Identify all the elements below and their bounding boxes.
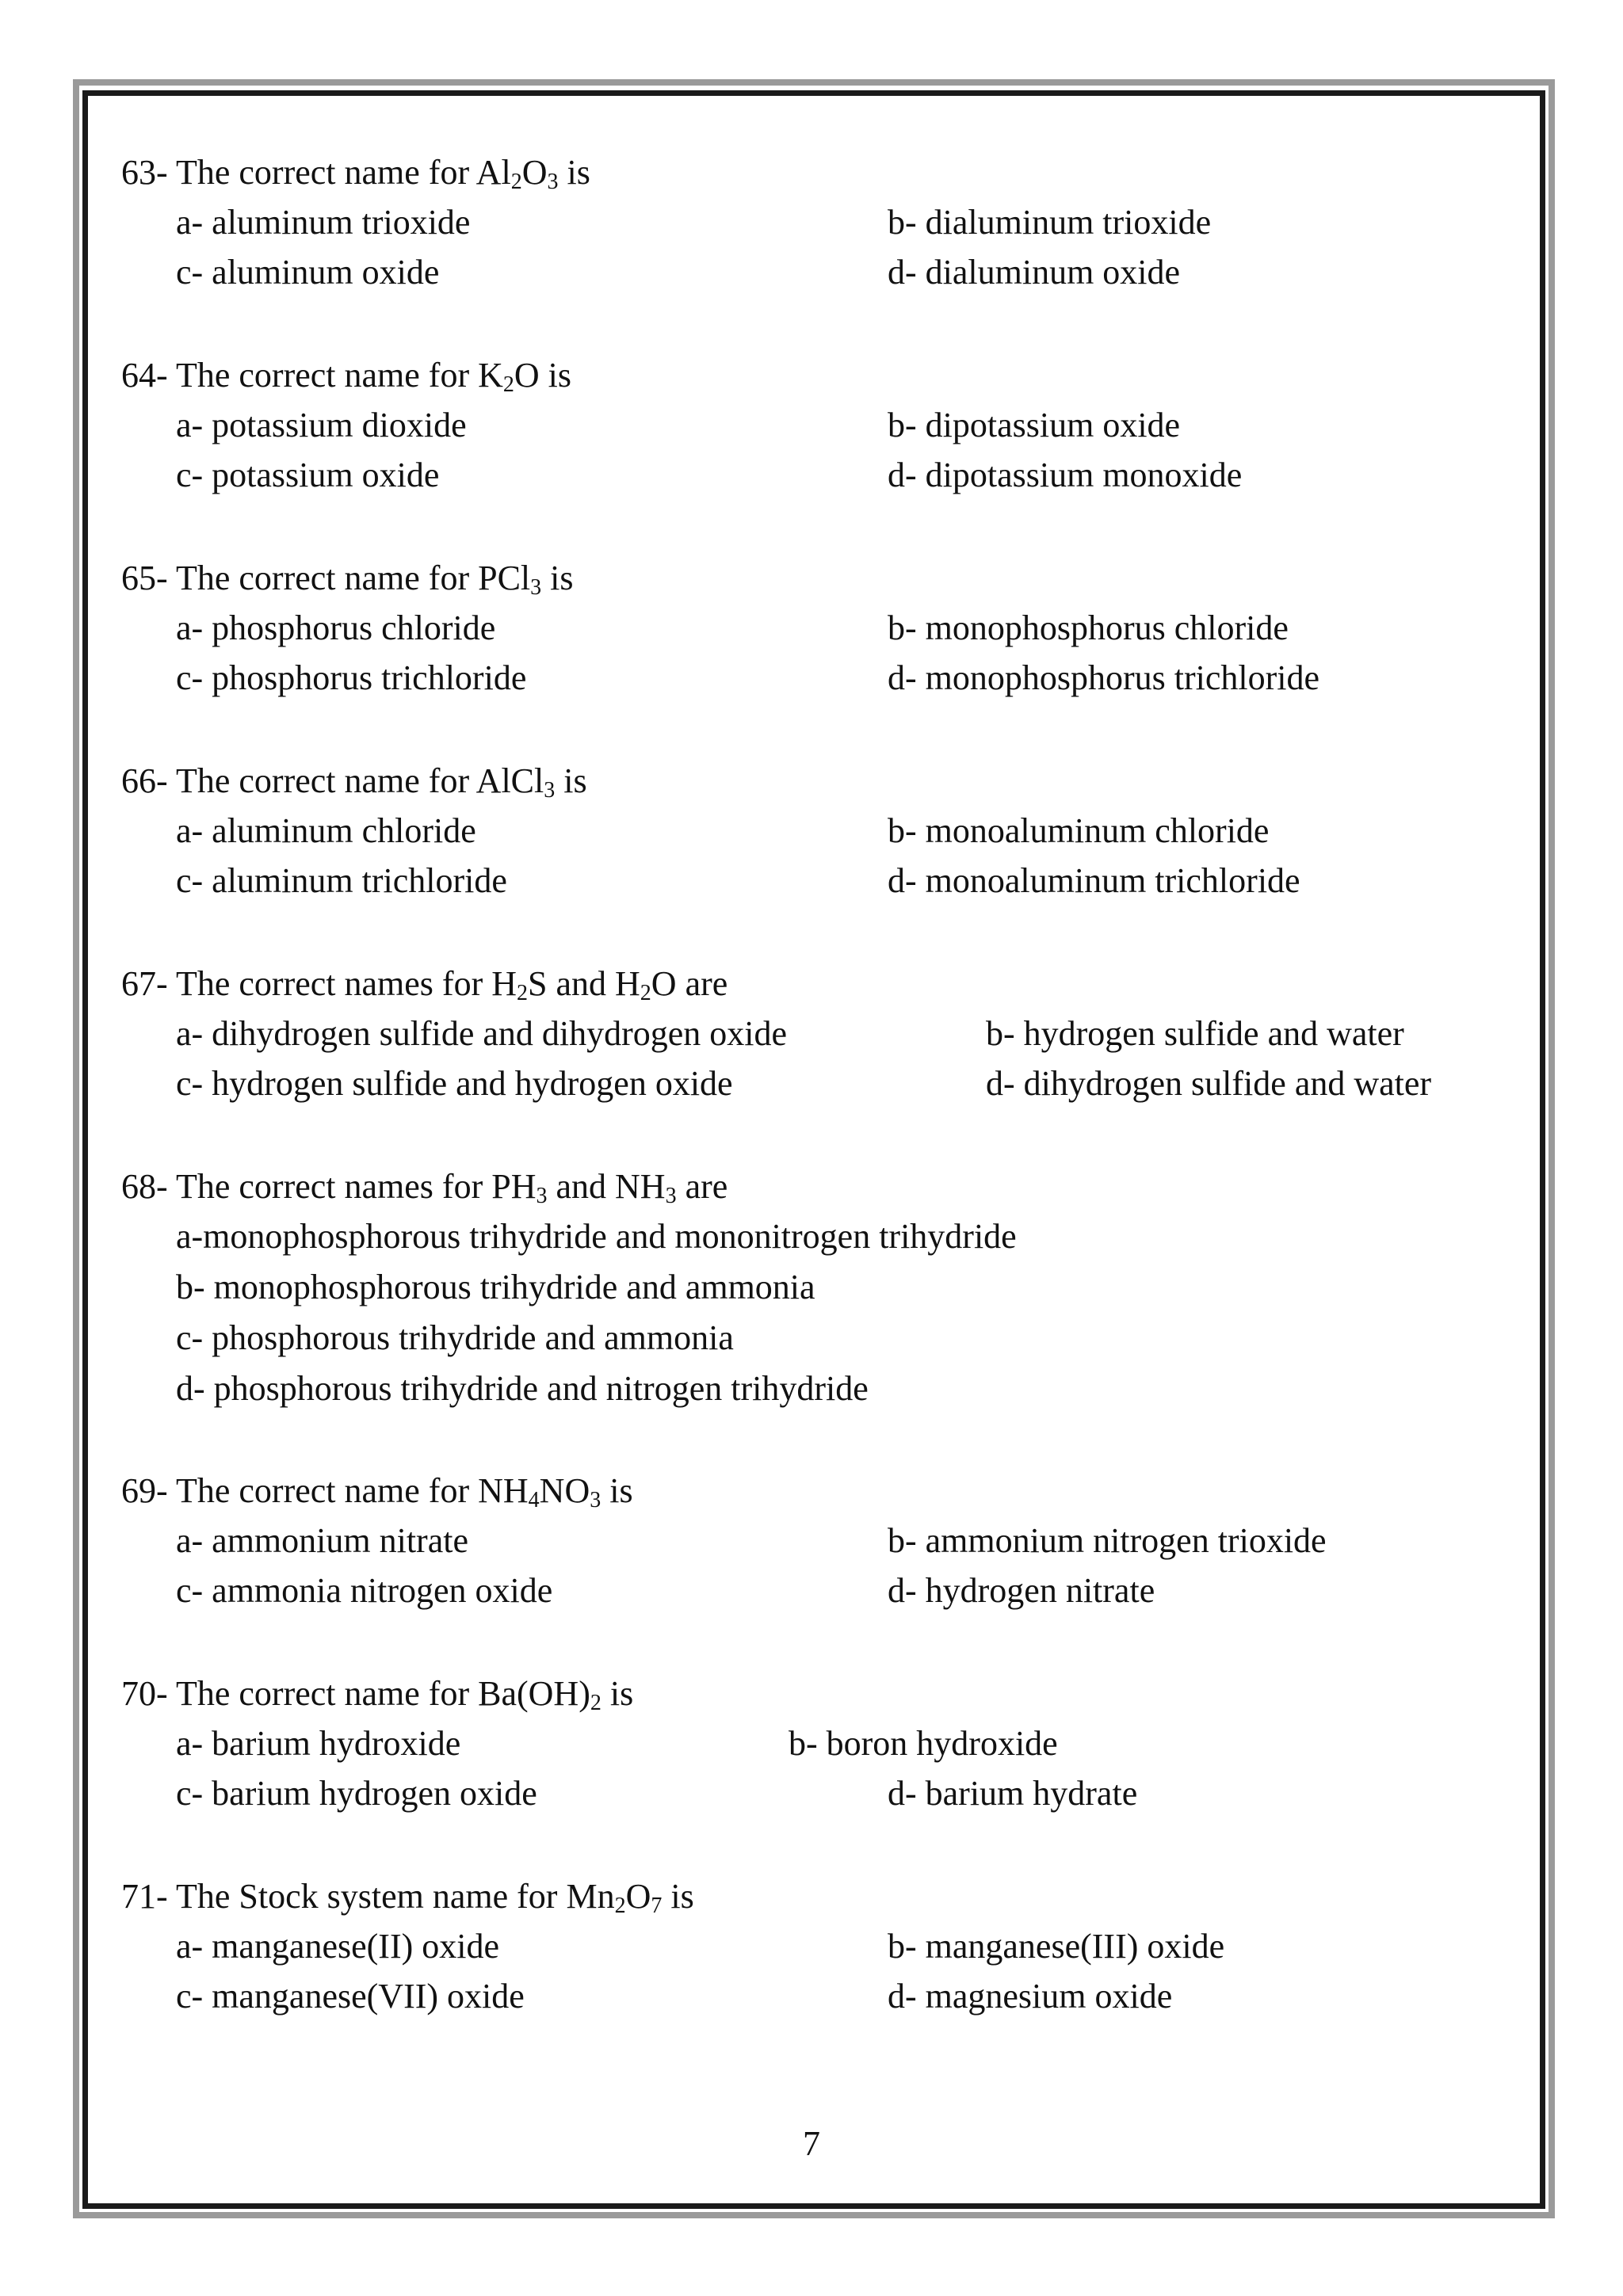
option-d: d- phosphorous trihydride and nitrogen trihydride (176, 1369, 869, 1408)
option-b: b- monoaluminum chloride (888, 811, 1270, 850)
option-d: d- barium hydrate (888, 1774, 1138, 1813)
question-number: 67- (121, 964, 168, 1003)
option-b: b- monophosphorous trihydride and ammonia (176, 1268, 815, 1306)
option-c: c- aluminum trichloride (176, 861, 507, 900)
question-number: 68- (121, 1167, 168, 1206)
option-c: c- manganese(VII) oxide (176, 1977, 525, 2016)
page-number: 7 (803, 2124, 820, 2163)
question-stem: The correct name for $NH_4NO_3$ is (176, 1471, 633, 1512)
option-a: a- dihydrogen sulfide and dihydrogen oxide (176, 1014, 788, 1053)
option-c: c- potassium oxide (176, 456, 440, 494)
option-c: c- barium hydrogen oxide (176, 1774, 537, 1813)
option-d: d- monophosphorus trichloride (888, 658, 1320, 697)
option-d: d- dialuminum oxide (888, 253, 1181, 292)
option-b: b- monophosphorus chloride (888, 608, 1289, 647)
question-number: 63- (121, 153, 168, 192)
option-a: a- aluminum chloride (176, 811, 476, 850)
question-stem: The correct name for $K_2O$ is (176, 356, 572, 397)
option-b: b- hydrogen sulfide and water (986, 1014, 1404, 1053)
option-b: b- boron hydroxide (789, 1724, 1058, 1763)
option-a: a- aluminum trioxide (176, 203, 471, 242)
option-b: b- manganese(III) oxide (888, 1927, 1225, 1966)
option-a: a- manganese(II) oxide (176, 1927, 500, 1966)
question-number: 65- (121, 559, 168, 597)
option-a: a- potassium dioxide (176, 406, 467, 444)
option-d: d- hydrogen nitrate (888, 1571, 1155, 1610)
option-a: a- phosphorus chloride (176, 608, 496, 647)
option-a: a-monophosphorous trihydride and mononitrogen trihydride (176, 1217, 1017, 1256)
option-b: b- dipotassium oxide (888, 406, 1181, 444)
question-number: 66- (121, 761, 168, 800)
question-stem: The correct name for $Al_2O_3$ is (176, 153, 590, 194)
question-stem: The correct name for AlCl$_3$ is (176, 761, 587, 803)
question-number: 70- (121, 1674, 168, 1713)
option-d: d- dihydrogen sulfide and water (986, 1064, 1432, 1103)
option-c: c- ammonia nitrogen oxide (176, 1571, 553, 1610)
question-stem: The correct name for $Ba(OH)_2$ is (176, 1674, 634, 1715)
option-c: c- aluminum oxide (176, 253, 440, 292)
option-a: a- barium hydroxide (176, 1724, 461, 1763)
question-stem: The correct name for PCl$_3$ is (176, 559, 574, 600)
question-stem: The correct names for $H_2S$ and $H_2O$ are (176, 964, 728, 1005)
question-number: 71- (121, 1877, 168, 1916)
option-c: c- hydrogen sulfide and hydrogen oxide (176, 1064, 733, 1103)
option-c: c- phosphorus trichloride (176, 658, 527, 697)
option-d: d- magnesium oxide (888, 1977, 1173, 2016)
question-number: 64- (121, 356, 168, 395)
option-d: d- monoaluminum trichloride (888, 861, 1300, 900)
question-stem: The correct names for $PH_3$ and $NH_3$ are (176, 1167, 728, 1208)
option-c: c- phosphorous trihydride and ammonia (176, 1318, 734, 1357)
option-d: d- dipotassium monoxide (888, 456, 1243, 494)
option-b: b- ammonium nitrogen trioxide (888, 1521, 1327, 1560)
question-number: 69- (121, 1471, 168, 1510)
question-stem: The Stock system name for $Mn_2O_7$ is (176, 1877, 694, 1918)
option-b: b- dialuminum trioxide (888, 203, 1212, 242)
option-a: a- ammonium nitrate (176, 1521, 468, 1560)
